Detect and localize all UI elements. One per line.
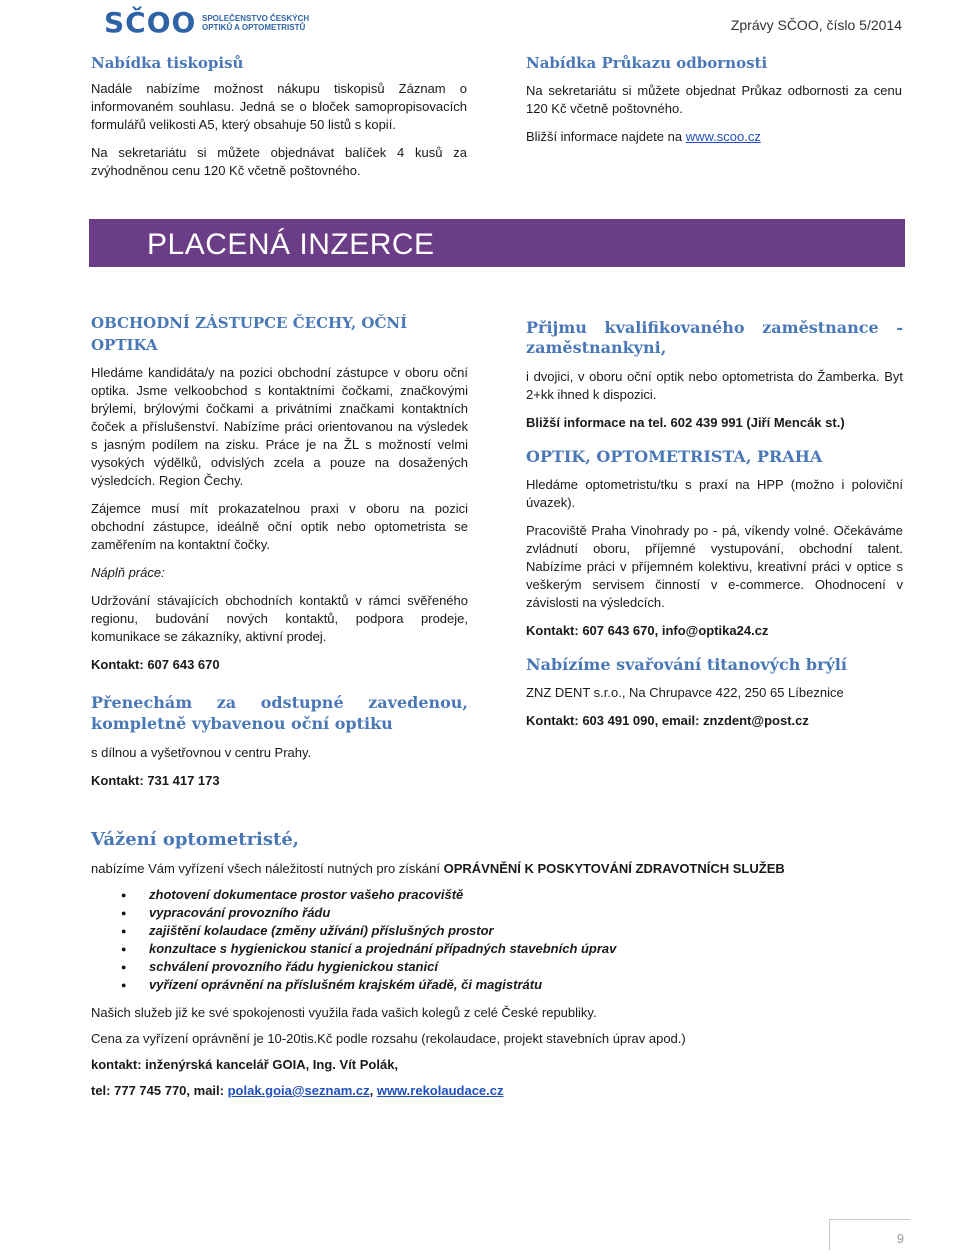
service-item: ● konzultace s hygienickou stanicí a projednání případných stavebních úprav: [121, 940, 903, 958]
intro-bold-text: OPRÁVNĚNÍ K POSKYTOVÁNÍ ZDRAVOTNÍCH SLUŽEB: [443, 861, 785, 876]
price-paragraph: Cena za vyřízení oprávnění je 10-20tis.Kč podle rozsahu (rekolaudace, projekt stavebních úprav apod.): [91, 1031, 686, 1046]
logo-line-1: SPOLEČENSTVO ČESKÝCH: [202, 14, 310, 23]
scoo-logo: [104, 6, 344, 40]
tel-text: tel: 777 745 770, mail:: [91, 1083, 228, 1098]
ad-titanium-welding-address: ZNZ DENT s.r.o., Na Chrupavce 422, 250 65 Líbeznice: [526, 685, 844, 700]
optometrists-offer-title: Vážení optometristé,: [91, 829, 300, 850]
service-item: ● schválení provozního řádu hygienickou stanicí: [121, 958, 903, 976]
tiskopisy-paragraph-2: Na sekretariátu si můžete objednávat balíček 4 kusů za zvýhodněnou cenu 120 Kč včetně poštovného.: [91, 145, 467, 178]
logo-mark: SČOO: [104, 6, 197, 39]
ad-prague-optik-title: OPTIK, OPTOMETRISTA, PRAHA: [526, 447, 823, 466]
ad-sales-rep-title: OBCHODNÍ ZÁSTUPCE ČECHY, OČNÍ OPTIKA: [91, 314, 408, 354]
ad-zamberk-text: i dvojici, v oboru oční optik nebo optometrista do Žamberka. Byt 2+kk ihned k dispozici.: [526, 369, 903, 402]
optometrists-offer-section: [91, 828, 903, 1100]
service-item: ● zhotovení dokumentace prostor vašeho pracoviště: [121, 886, 903, 904]
ad-zamberk-contact: Bližší informace na tel. 602 439 991 (Jiří Mencák st.): [526, 415, 845, 430]
service-item: ● vypracování provozního řádu: [121, 904, 903, 922]
ad-prague-optik-paragraph-1: Hledáme optometristu/tku s praxí na HPP (možno i poloviční úvazek).: [526, 477, 903, 510]
ad-optics-handover-contact: Kontakt: 731 417 173: [91, 773, 220, 788]
paid-ads-band: [89, 219, 905, 267]
contact-line: kontakt: inženýrská kancelář GOIA, Ing. Vít Polák,: [91, 1057, 399, 1072]
left-ads-column: [91, 312, 468, 790]
ad-titanium-welding-title: Nabízíme svařování titanových brýlí: [526, 655, 847, 674]
ad-titanium-welding-contact: Kontakt: 603 491 090, email: znzdent@post.cz: [526, 713, 809, 728]
logo-line-2: OPTIKŮ A OPTOMETRISTŮ: [202, 23, 306, 32]
tiskopisy-title: Nabídka tiskopisů: [91, 54, 244, 72]
logo-text: [202, 14, 309, 32]
prukaz-section: [526, 52, 902, 146]
intro-text: nabízíme Vám vyřízení všech náležitostí nutných pro získání: [91, 861, 444, 876]
prukaz-info-text: Bližší informace najdete na: [526, 129, 686, 144]
ad-zamberk-title: Přijmu kvalifikovaného zaměstnance - zaměstnankyni,: [526, 318, 903, 357]
service-item: ● zajištění kolaudace (změny užívání) příslušných prostor: [121, 922, 903, 940]
ad-optics-handover-text: s dílnou a vyšetřovnou v centru Prahy.: [91, 745, 312, 760]
prukaz-title: Nabídka Průkazu odbornosti: [526, 54, 768, 72]
prukaz-paragraph-1: Na sekretariátu si můžete objednat Průkaz odbornosti za cenu 120 Kč včetně poštovného.: [526, 83, 902, 116]
clients-paragraph: Našich služeb již ke své spokojenosti využila řada vašich kolegů z celé České republiky.: [91, 1005, 597, 1020]
separator: ,: [369, 1083, 377, 1098]
rekolaudace-web-link[interactable]: www.rekolaudace.cz: [376, 1083, 504, 1098]
optometrists-offer-intro: [91, 860, 903, 878]
tel-mail-line: [91, 1082, 903, 1100]
paid-ads-title: PLACENÁ INZERCE: [147, 228, 435, 261]
ad-optics-handover-title: Přenechám za odstupné zavedenou, kompletně vybavenou oční optiku: [91, 693, 468, 733]
services-list: [121, 886, 903, 994]
right-ads-column: [526, 318, 903, 730]
tiskopisy-section: [91, 52, 467, 180]
ad-sales-rep-duties: Udržování stávajících obchodních kontaktů v rámci svěřeného regionu, budování nových kontaktů, podpora prodeje, komunikace se zákazníky, aktivní prodej.: [91, 593, 468, 644]
mail-link[interactable]: polak.goia@seznam.cz: [227, 1083, 370, 1098]
scoo-web-link[interactable]: www.scoo.cz: [685, 129, 761, 144]
prukaz-paragraph-2: [526, 128, 902, 146]
page-number: 9: [896, 1231, 904, 1246]
ad-sales-rep-paragraph-2: Zájemce musí mít prokazatelnou praxi v oboru na pozici obchodní zástupce, ideálně oční optik nebo optometrista se zaměřením na kontaktní čočky.: [91, 501, 468, 552]
page-number-box: [829, 1219, 910, 1250]
ad-sales-rep-duties-label: Náplň práce:: [91, 565, 165, 580]
issue-label: Zprávy SČOO, číslo 5/2014: [730, 17, 902, 33]
ad-sales-rep-paragraph-1: Hledáme kandidáta/y na pozici obchodní zástupce v oboru oční optika. Jsme velkoobchod s kontaktními čočkami, značkovými brýlemi, brýlovými čočkami a privátními značkami kontaktních čoček a příslušenství. Nabízíme práci orientovanou na výsledek s jasným podílem na zisku. Práce je na ŽL s možností velmi vysokých výdělků, odvislých zcela a pouze na dosažených výsledcích. Region Čechy.: [91, 365, 468, 488]
service-item: ● vyřízení oprávnění na příslušném krajském úřadě, či magistrátu: [121, 976, 903, 994]
tiskopisy-paragraph-1: Nadále nabízíme možnost nákupu tiskopisů Záznam o informovaném souhlasu. Jedná se o bloček samopropisovacích formulářů velikosti A5, který obsahuje 50 listů s kopií.: [91, 81, 467, 132]
ad-prague-optik-contact: Kontakt: 607 643 670, info@optika24.cz: [526, 623, 769, 638]
ad-prague-optik-paragraph-2: Pracoviště Praha Vinohrady po - pá, víkendy volné. Očekáváme zvládnutí oboru, příjemné vystupování, obchodní talent. Nabízíme práci v příjemném kolektivu, kreativní práci v optice s veškerým servisem činností v e-commerce. Ohodnocení v závislosti na výsledcích.: [526, 523, 903, 610]
ad-sales-rep-contact: Kontakt: 607 643 670: [91, 657, 220, 672]
